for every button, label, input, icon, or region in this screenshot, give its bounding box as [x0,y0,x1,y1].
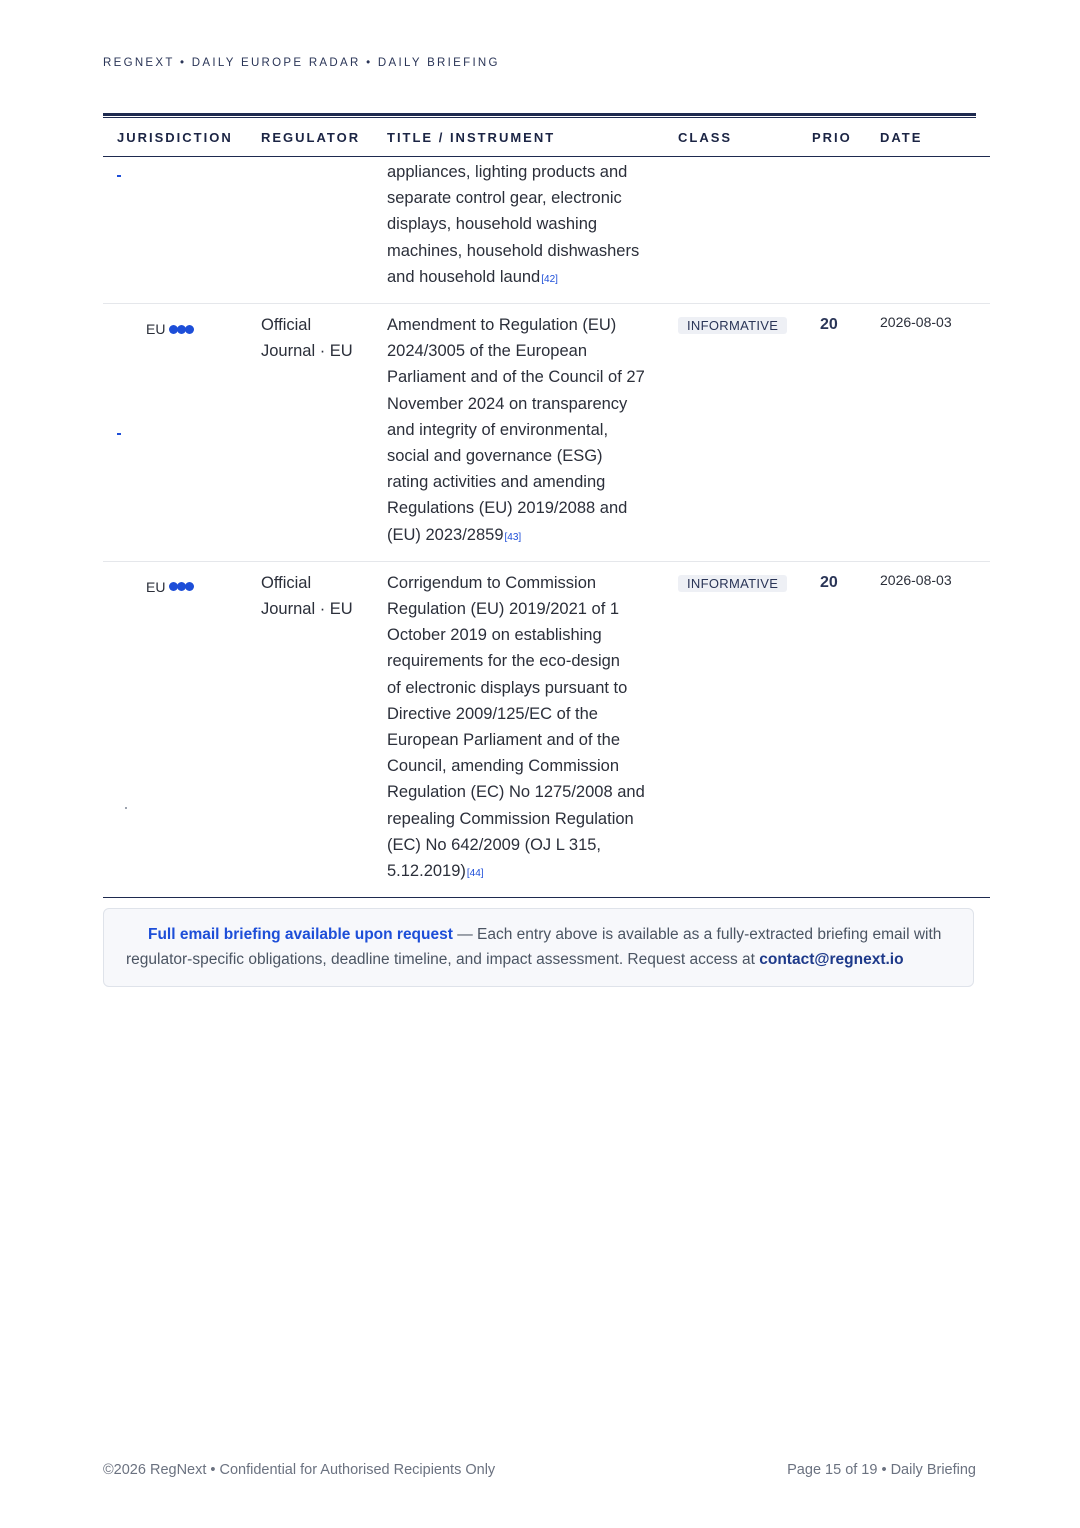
priority-dots-icon [169,582,193,591]
jurisdiction-cell [103,157,261,304]
jurisdiction-code: EU [146,321,166,338]
title-line: displays, household washing [387,215,598,234]
reference-link[interactable]: [43] [504,531,522,543]
column-header-date: DATE [880,118,990,157]
regulator-line: Journal · EU [261,600,353,619]
date-cell [880,561,990,897]
table-top-rule [103,113,976,116]
title-line: requirements for the eco-design [387,652,620,671]
title-line: Regulation (EC) No 1275/2008 and [387,783,645,802]
jurisdiction-label [146,574,193,600]
prio-cell [812,304,880,562]
publication-date: 2026-08-03 [880,571,952,588]
title-line: Directive 2009/125/EC of the [387,704,598,723]
class-badge: INFORMATIVE [678,317,787,334]
table-row [103,304,990,562]
priority-score: 20 [820,316,838,334]
document-header: REGNEXT • DAILY EUROPE RADAR • DAILY BRIEFING [103,57,500,69]
date-cell [880,304,990,562]
regulator-line: Journal · EU [261,342,353,361]
title-line: Regulations (EU) 2019/2088 and [387,499,628,518]
note-lead: Full email briefing available upon request [148,926,453,943]
title-line: separate control gear, electronic [387,189,622,208]
title-line: Parliament and of the Council of 27 [387,368,645,387]
title-line: machines, household dishwashers [387,241,640,260]
prio-cell [812,561,880,897]
footer-copyright: ©2026 RegNext • Confidential for Authorised Recipients Only [103,1462,496,1478]
column-header-prio: PRIO [812,118,880,157]
title-line: and integrity of environmental, [387,420,609,439]
regulator-cell [261,157,387,304]
column-header-jurisdiction: JURISDICTION [103,118,261,157]
class-cell [678,157,812,304]
title-line: European Parliament and of the [387,731,620,750]
column-header-title: TITLE / INSTRUMENT [387,118,678,157]
date-cell [880,157,990,304]
class-cell [678,304,812,562]
title-line: Council, amending Commission [387,757,620,776]
note-body: — Each entry above is available as a fully-extracted briefing email with regulator-specific obligations, deadline timeline, and impact assessment. Request access at [126,926,942,968]
briefing-table [103,118,990,898]
priority-dots-icon [169,325,193,334]
priority-score: 20 [820,573,838,591]
title-line: appliances, lighting products and [387,163,628,181]
title-line: Amendment to Regulation (EU) [387,316,617,335]
regulator-cell [261,304,387,562]
title-line: 5.12.2019) [387,862,466,881]
jurisdiction-cell [103,561,261,897]
title-line: (EC) No 642/2009 (OJ L 315, [387,835,602,854]
title-line: October 2019 on establishing [387,626,602,645]
publication-date: 2026-08-03 [880,314,952,331]
title-line: (EU) 2023/2859 [387,525,504,544]
title-line: social and governance (ESG) [387,447,603,466]
prio-cell [812,157,880,304]
table-row [103,157,990,304]
row-marker [117,175,121,177]
briefing-table-wrapper [103,113,976,898]
reference-link[interactable]: [44] [466,868,484,880]
title-line: 2024/3005 of the European [387,342,588,361]
title-line: and household laund [387,267,541,286]
jurisdiction-label [146,316,193,342]
regulator-line: Official [261,316,312,335]
row-marker [117,433,121,435]
class-badge: INFORMATIVE [678,575,787,592]
jurisdiction-cell [103,304,261,562]
column-header-regulator: REGULATOR [261,118,387,157]
title-line: Corrigendum to Commission [387,573,597,592]
title-line: repealing Commission Regulation [387,809,634,828]
footer-page-number: Page 15 of 19 • Daily Briefing [787,1462,976,1478]
table-row [103,561,990,897]
title-line: Regulation (EU) 2019/2021 of 1 [387,600,620,619]
contact-email-link[interactable]: contact@regnext.io [759,951,904,968]
title-cell [387,561,678,897]
regulator-line: Official [261,573,312,592]
title-line: November 2024 on transparency [387,394,628,413]
title-cell [387,157,678,304]
jurisdiction-code: EU [146,578,166,595]
regulator-cell [261,561,387,897]
column-header-class: CLASS [678,118,812,157]
reference-link[interactable]: [42] [541,273,558,285]
title-line: rating activities and amending [387,473,606,492]
title-cell [387,304,678,562]
briefing-request-note [103,908,974,987]
title-line: of electronic displays pursuant to [387,678,628,697]
class-cell [678,561,812,897]
row-marker [125,807,127,809]
table-header-row [103,118,990,157]
